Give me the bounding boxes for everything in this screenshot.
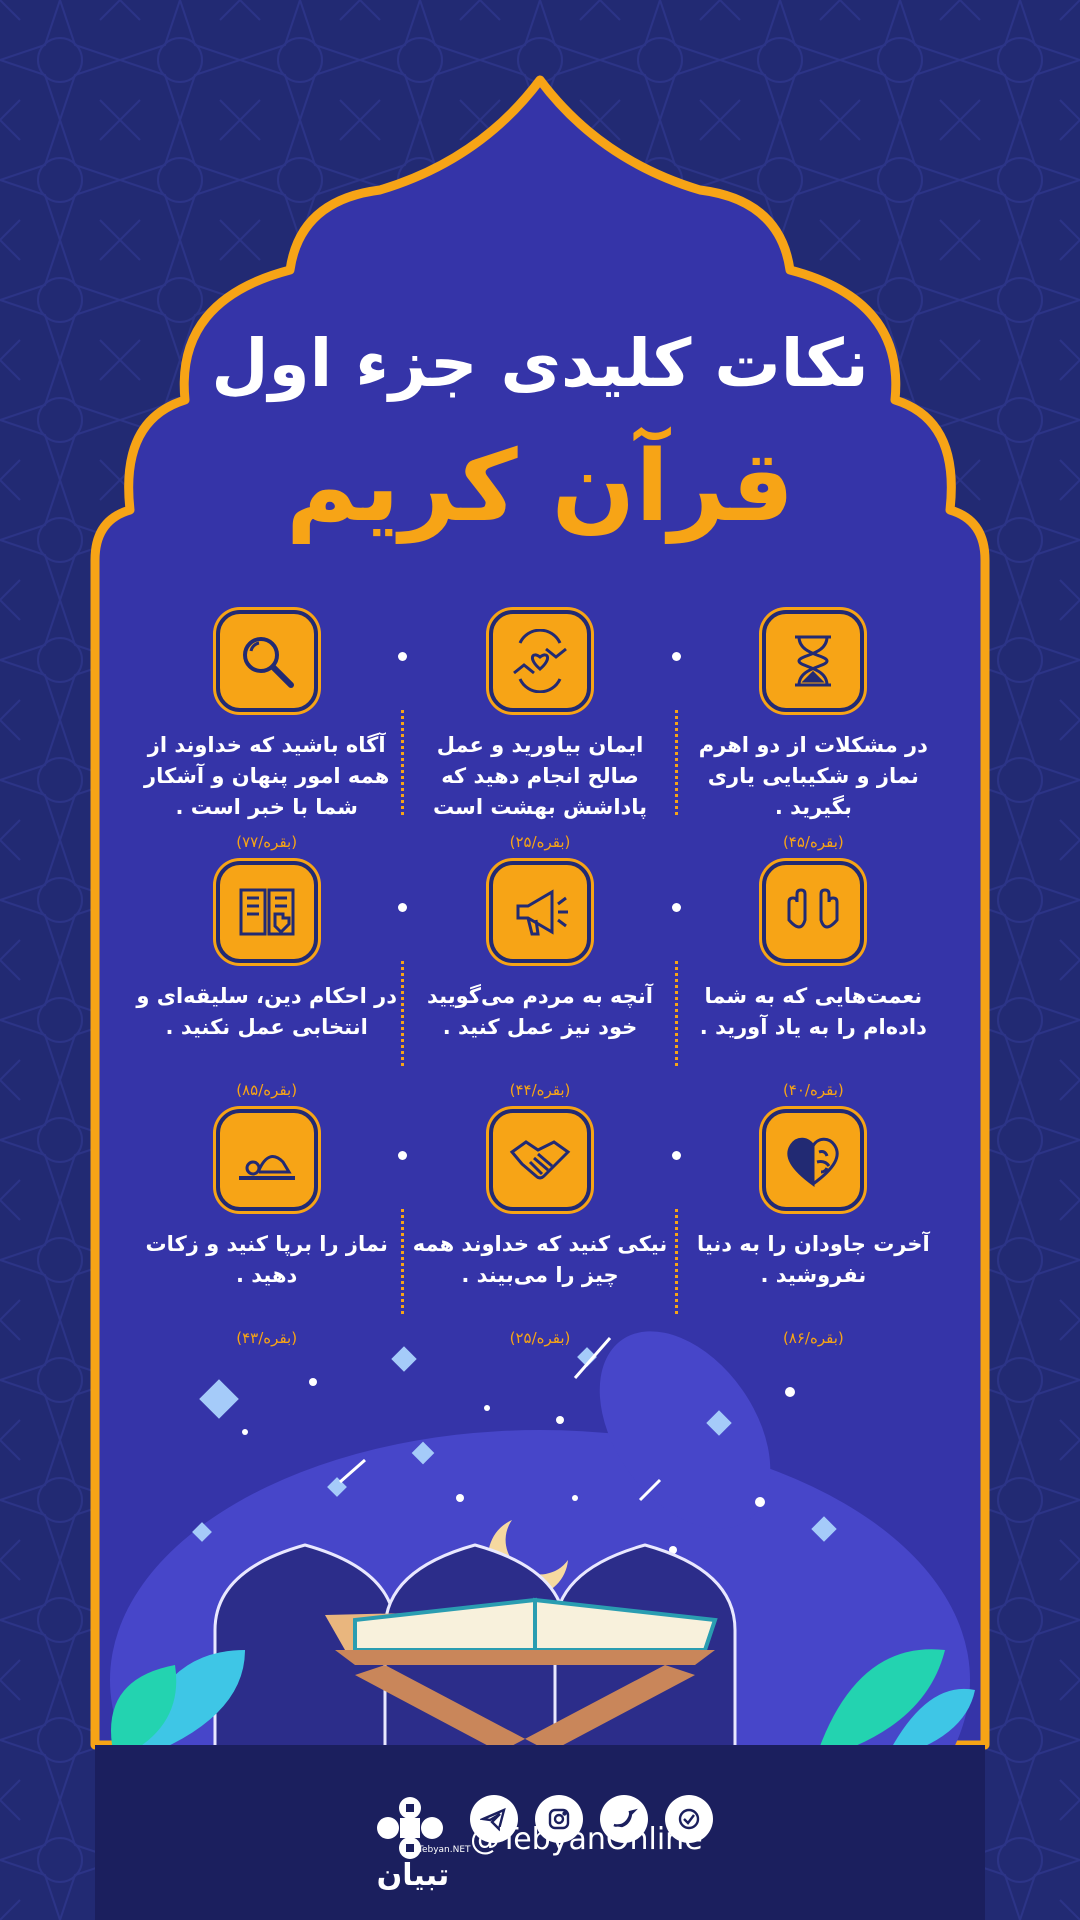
tip-text: آگاه باشید که خداوند از همه امور پنهان و آشکار شما با خبر است . — [144, 733, 390, 819]
tip-reference: (بقره/۸۶) — [782, 1329, 844, 1347]
tip-card — [677, 1099, 950, 1347]
tip-card — [130, 1099, 403, 1347]
icon-badge — [762, 610, 864, 712]
tip-reference: (بقره/۲۵) — [509, 833, 571, 851]
night-scene-illustration — [95, 1320, 985, 1760]
social-handle[interactable]: @TebyanOnline — [470, 1822, 703, 1857]
magnifier-icon — [235, 629, 299, 693]
tip-text: در احکام دین، سلیقه‌ای و انتخابی عمل نکنید . — [136, 984, 397, 1039]
icon-badge — [216, 1109, 318, 1211]
tip-card — [403, 851, 676, 1099]
logo-domain-text: Tebyan.NET — [418, 1845, 471, 1855]
tip-reference: (بقره/۲۵) — [509, 1329, 571, 1347]
tip-reference: (بقره/۴۴) — [509, 1081, 571, 1099]
tip-card — [403, 1099, 676, 1347]
logo-text: تبیان — [376, 1858, 450, 1893]
heart-hands-icon — [508, 629, 572, 693]
book-choice-icon — [235, 880, 299, 944]
icon-badge — [489, 1109, 591, 1211]
handshake-icon — [508, 1128, 572, 1192]
tip-text: نعمت‌هایی که به شما داده‌ام را به یاد آورید . — [699, 984, 927, 1039]
tip-text: ایمان بیاورید و عمل صالح انجام دهید که پاداشش بهشت است — [432, 733, 648, 819]
tip-text: نیکی کنید که خداوند همه چیز را می‌بیند . — [412, 1232, 668, 1287]
megaphone-icon — [508, 880, 572, 944]
icon-badge — [762, 861, 864, 963]
tip-text: در مشکلات از دو اهرم نماز و شکیبایی یاری بگیرید . — [698, 733, 928, 819]
tip-reference: (بقره/۴۳) — [236, 1329, 298, 1347]
tip-card — [403, 600, 676, 851]
icon-badge — [489, 861, 591, 963]
praying-hands-icon — [781, 880, 845, 944]
prostration-icon — [235, 1128, 299, 1192]
tip-card — [130, 851, 403, 1099]
tip-card — [677, 600, 950, 851]
tip-text: آنچه به مردم می‌گویید خود نیز عمل کنید . — [427, 984, 653, 1039]
icon-badge — [762, 1109, 864, 1211]
tip-text: آخرت جاودان را به دنیا نفروشید . — [696, 1232, 930, 1287]
icon-badge — [489, 610, 591, 712]
tip-card — [130, 600, 403, 851]
tip-reference: (بقره/۴۵) — [782, 833, 844, 851]
tip-reference: (بقره/۷۷) — [236, 833, 298, 851]
icon-badge — [216, 861, 318, 963]
page-subtitle: قرآن کریم — [285, 430, 795, 544]
page-title: نکات کلیدی جزء اول — [211, 325, 869, 402]
tip-reference: (بقره/۴۰) — [782, 1081, 844, 1099]
icon-badge — [216, 610, 318, 712]
tip-reference: (بقره/۸۵) — [236, 1081, 298, 1099]
tips-grid — [130, 600, 950, 1347]
heart-brain-icon — [781, 1128, 845, 1192]
hourglass-icon — [781, 629, 845, 693]
tip-text: نماز را برپا کنید و زکات دهید . — [145, 1232, 388, 1287]
tip-card — [677, 851, 950, 1099]
